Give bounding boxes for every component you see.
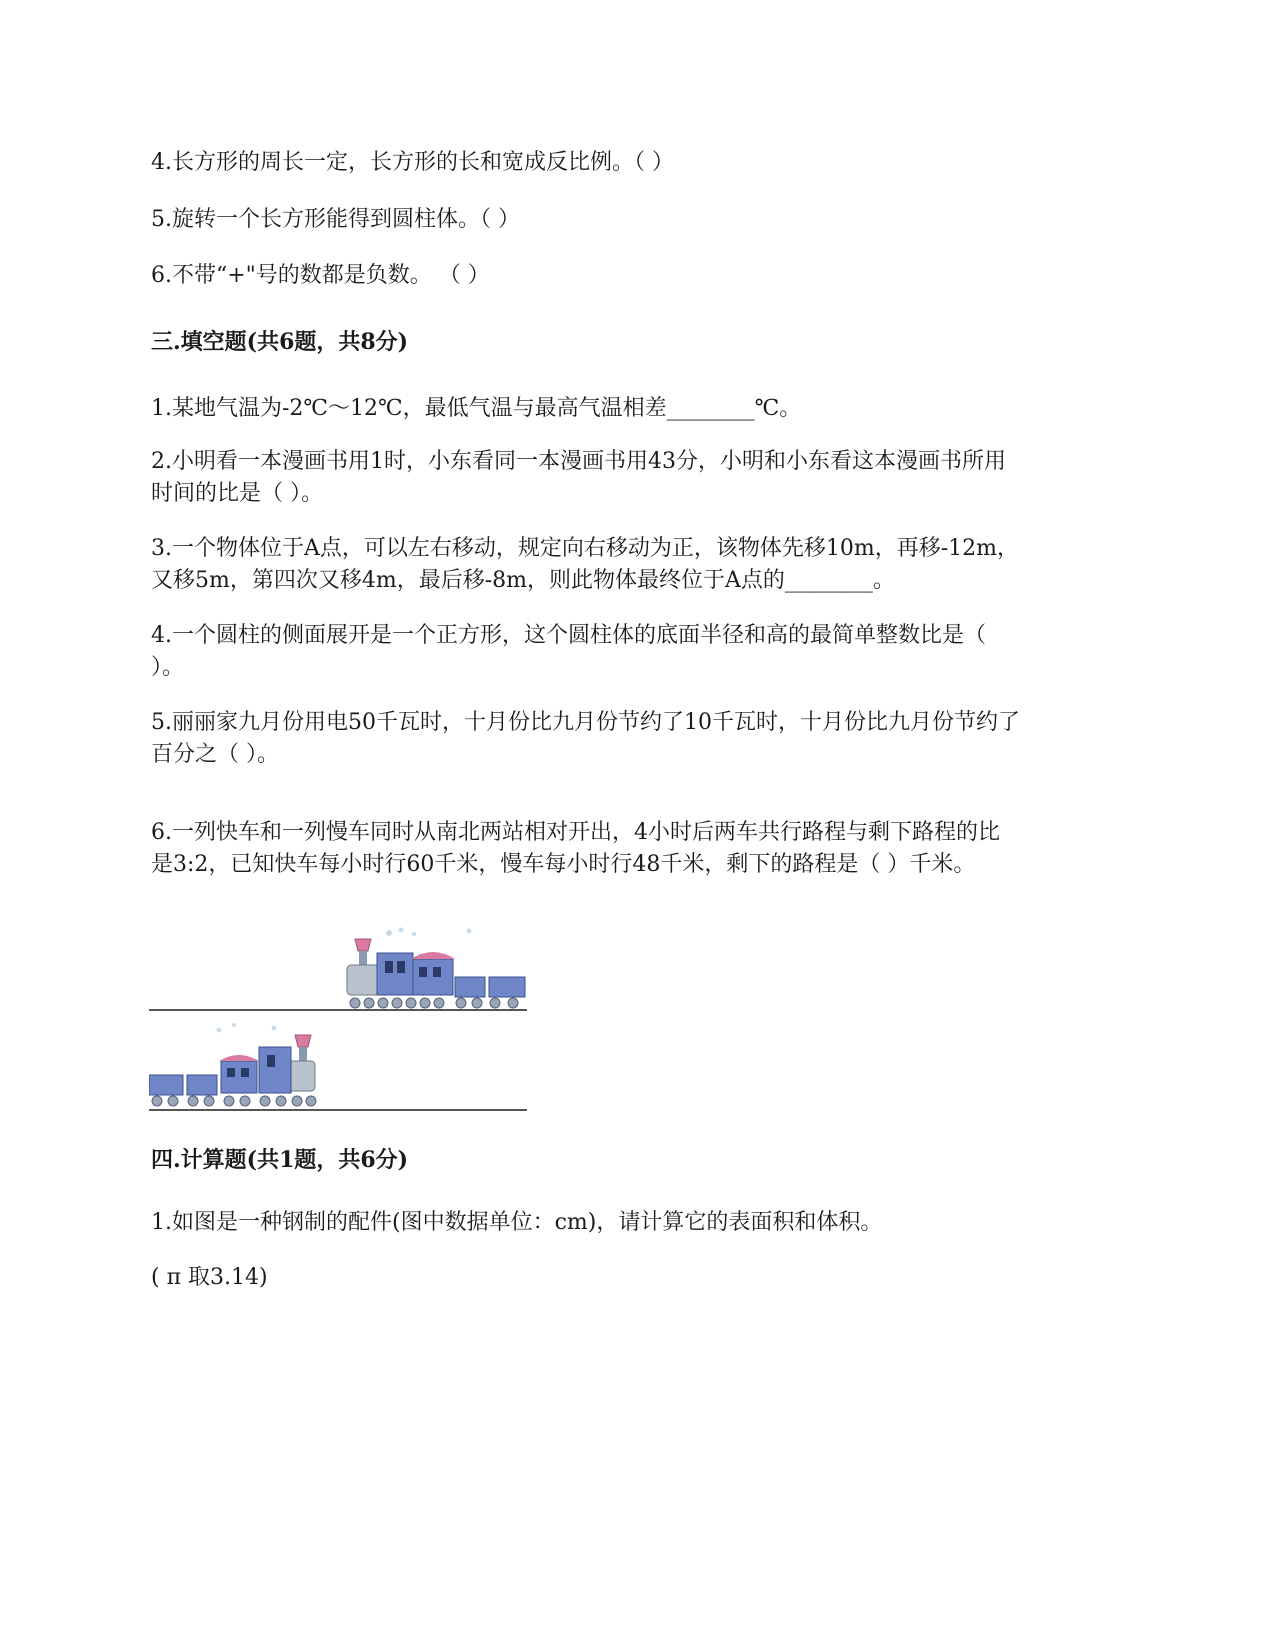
calculation-note: ( π 取3.14): [151, 1265, 268, 1290]
fill-blank-q6-line2: 是3:2，已知快车每小时行60千米，慢车每小时行48千米，剩下的路程是（ ）千米。: [151, 852, 976, 877]
fill-blank-q6-line1: 6.一列快车和一列慢车同时从南北两站相对开出，4小时后两车共行路程与剩下路程的比: [151, 820, 1000, 845]
chimney-stem: [359, 951, 367, 965]
bottom-train: [149, 1023, 527, 1110]
car-roof: [219, 1055, 259, 1061]
chimney-icon: [355, 939, 371, 951]
judgement-item-5: 5.旋转一个长方形能得到圆柱体。（ ）: [151, 207, 520, 232]
passenger-car: [221, 1061, 257, 1093]
smoke-puff: [399, 928, 404, 933]
smoke-puff: [386, 930, 392, 936]
judgement-item-4: 4.长方形的周长一定，长方形的长和宽成反比例。（ ）: [151, 150, 674, 175]
cab-window: [385, 961, 393, 973]
fill-blank-q2-line1: 2.小明看一本漫画书用1时，小东看同一本漫画书用43分，小明和小东看这本漫画书所用: [151, 449, 1006, 474]
chimney-stem: [299, 1047, 307, 1061]
fill-blank-q3-line2: 又移5m，第四次又移4m，最后移-8m，则此物体最终位于A点的________。: [151, 568, 895, 593]
wagon: [187, 1075, 217, 1095]
car-window: [241, 1068, 249, 1077]
car-window: [227, 1068, 235, 1077]
smoke-puff: [412, 932, 416, 936]
engine-cab: [377, 953, 413, 995]
car-roof: [411, 952, 455, 959]
wagon: [149, 1075, 183, 1095]
car-window: [433, 967, 441, 977]
cab-window: [397, 961, 405, 973]
section-heading-fill-blank: 三.填空题(共6题，共8分): [151, 329, 409, 355]
smoke-puff: [272, 1026, 277, 1031]
fill-blank-q5-line2: 百分之（ ）。: [151, 742, 279, 767]
engine-cab: [259, 1047, 291, 1093]
trains-illustration: [149, 925, 529, 1115]
fill-blank-q4-line1: 4.一个圆柱的侧面展开是一个正方形，这个圆柱体的底面半径和高的最简单整数比是（: [151, 623, 986, 648]
fill-blank-q5-line1: 5.丽丽家九月份用电50千瓦时，十月份比九月份节约了10千瓦时，十月份比九月份节约了: [151, 710, 1020, 735]
top-train: [149, 928, 527, 1011]
car-window: [419, 967, 427, 977]
judgement-item-6: 6.不带“+"号的数都是负数。 （ ）: [151, 263, 490, 288]
smoke-puff: [232, 1023, 236, 1027]
section-heading-calculation: 四.计算题(共1题，共6分): [151, 1147, 409, 1173]
smoke-puff: [217, 1028, 222, 1033]
cab-window: [267, 1055, 275, 1067]
chimney-icon: [295, 1035, 311, 1047]
calculation-q1: 1.如图是一种钢制的配件(图中数据单位：cm)，请计算它的表面积和体积。: [151, 1210, 883, 1235]
fill-blank-q1: 1.某地气温为-2℃～12℃，最低气温与最高气温相差________℃。: [151, 396, 802, 421]
fill-blank-q2-line2: 时间的比是（ ）。: [151, 481, 323, 506]
wagon: [455, 977, 485, 997]
smoke-puff: [467, 929, 472, 934]
fill-blank-q4-line2: ）。: [151, 655, 185, 680]
fill-blank-q3-line1: 3.一个物体位于A点，可以左右移动，规定向右移动为正，该物体先移10m，再移-12m，: [151, 536, 1020, 561]
wagon: [489, 977, 525, 997]
